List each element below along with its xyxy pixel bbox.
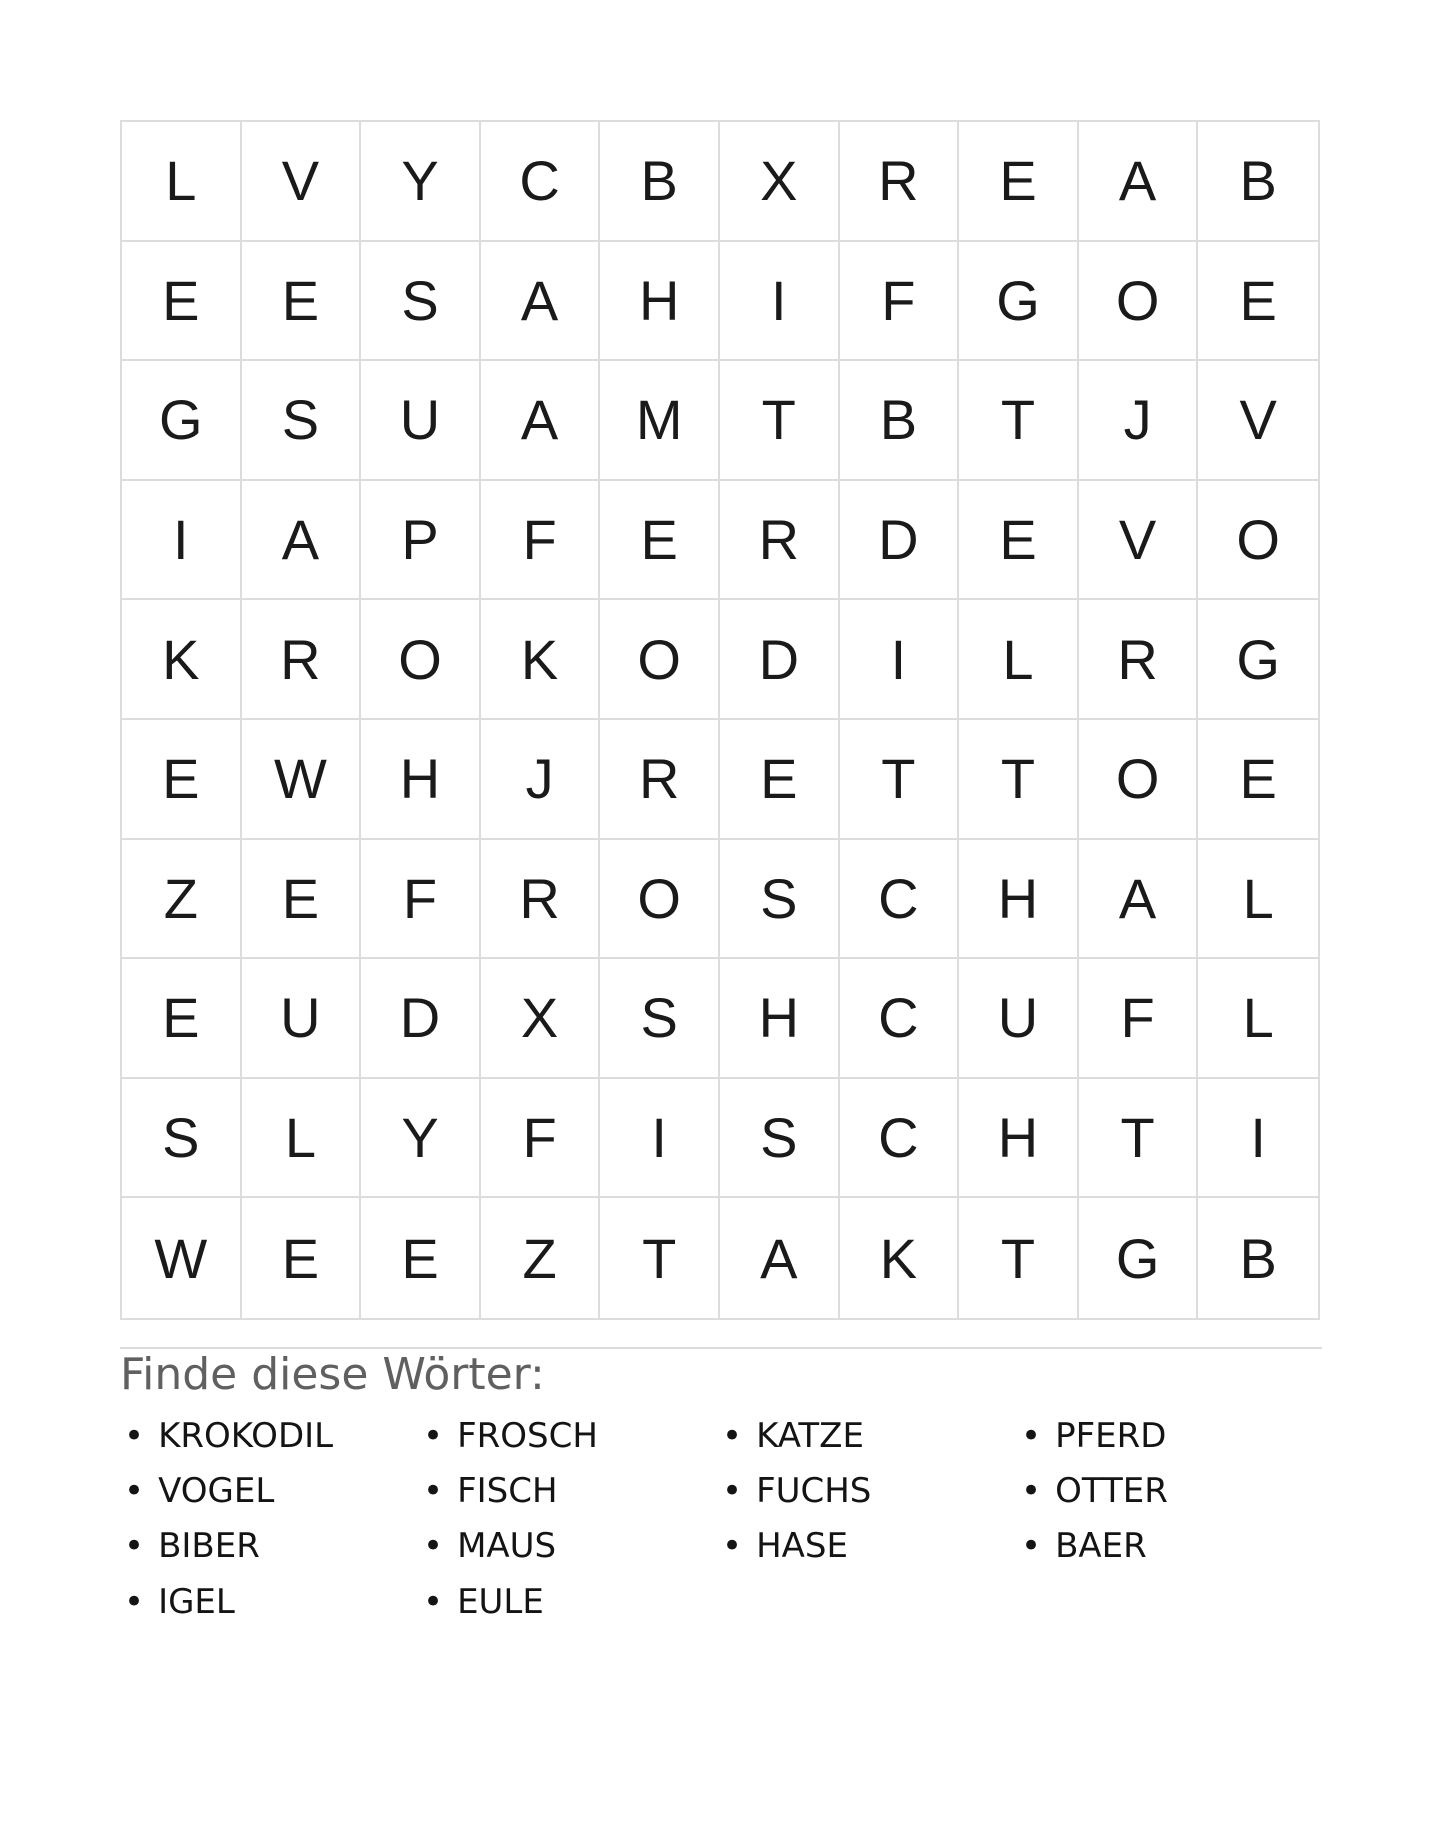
bullet-icon: • xyxy=(124,1526,145,1567)
grid-cell[interactable]: B xyxy=(600,122,720,242)
grid-cell[interactable]: X xyxy=(481,959,601,1079)
word-label: VOGEL xyxy=(158,1471,275,1512)
word-list-item xyxy=(722,1463,1021,1518)
grid-cell[interactable]: T xyxy=(959,1198,1079,1318)
grid-cell[interactable]: E xyxy=(242,840,362,960)
word-list xyxy=(124,1408,1320,1630)
grid-cell[interactable]: W xyxy=(242,720,362,840)
grid-cell[interactable]: E xyxy=(361,1198,481,1318)
word-label: IGEL xyxy=(158,1581,235,1622)
grid-cell[interactable]: F xyxy=(840,242,960,362)
bullet-icon: • xyxy=(1021,1471,1042,1512)
grid-cell[interactable]: H xyxy=(959,840,1079,960)
grid-cell[interactable]: A xyxy=(720,1198,840,1318)
grid-cell[interactable]: O xyxy=(361,600,481,720)
grid-cell[interactable]: Y xyxy=(361,122,481,242)
grid-cell[interactable]: G xyxy=(1198,600,1318,720)
grid-cell[interactable]: V xyxy=(1198,361,1318,481)
word-label: HASE xyxy=(756,1526,848,1567)
grid-cell[interactable]: C xyxy=(481,122,601,242)
grid-cell[interactable]: R xyxy=(481,840,601,960)
grid-cell[interactable]: H xyxy=(361,720,481,840)
grid-cell[interactable]: L xyxy=(122,122,242,242)
grid-cell[interactable]: L xyxy=(1198,959,1318,1079)
grid-cell[interactable]: I xyxy=(720,242,840,362)
grid-cell[interactable]: D xyxy=(840,481,960,601)
grid-cell[interactable]: E xyxy=(959,122,1079,242)
grid-cell[interactable]: I xyxy=(600,1079,720,1199)
word-label: PFERD xyxy=(1055,1415,1167,1456)
grid-cell[interactable]: S xyxy=(720,1079,840,1199)
grid-cell[interactable]: E xyxy=(242,1198,362,1318)
grid-cell[interactable]: S xyxy=(122,1079,242,1199)
grid-cell[interactable]: A xyxy=(1079,840,1199,960)
word-label: FISCH xyxy=(457,1471,558,1512)
bullet-icon: • xyxy=(1021,1415,1042,1456)
grid-cell[interactable]: E xyxy=(1198,720,1318,840)
grid-cell[interactable]: J xyxy=(1079,361,1199,481)
grid-cell[interactable]: T xyxy=(720,361,840,481)
bullet-icon: • xyxy=(124,1471,145,1512)
grid-cell[interactable]: H xyxy=(959,1079,1079,1199)
grid-cell[interactable]: E xyxy=(122,720,242,840)
grid-cell[interactable]: F xyxy=(481,1079,601,1199)
grid-cell[interactable]: R xyxy=(840,122,960,242)
grid-cell[interactable]: O xyxy=(1079,720,1199,840)
word-list-item xyxy=(423,1408,722,1463)
grid-cell[interactable]: Z xyxy=(481,1198,601,1318)
bullet-icon: • xyxy=(722,1526,743,1567)
word-label: EULE xyxy=(457,1581,544,1622)
grid-cell[interactable]: F xyxy=(1079,959,1199,1079)
grid-cell[interactable]: D xyxy=(361,959,481,1079)
word-list-item xyxy=(124,1519,423,1574)
grid-cell[interactable]: R xyxy=(242,600,362,720)
grid-cell[interactable]: B xyxy=(840,361,960,481)
grid-cell[interactable]: R xyxy=(720,481,840,601)
letter-grid xyxy=(120,120,1320,1320)
word-list-item xyxy=(423,1463,722,1518)
bullet-icon: • xyxy=(722,1415,743,1456)
word-label: MAUS xyxy=(457,1526,557,1567)
grid-cell[interactable]: R xyxy=(600,720,720,840)
word-list-title: Finde diese Wörter: xyxy=(120,1349,545,1400)
grid-cell[interactable]: G xyxy=(959,242,1079,362)
grid-cell[interactable]: L xyxy=(959,600,1079,720)
grid-cell[interactable]: E xyxy=(122,242,242,362)
grid-cell[interactable]: T xyxy=(1079,1079,1199,1199)
grid-cell[interactable]: O xyxy=(600,600,720,720)
grid-cell[interactable]: T xyxy=(840,720,960,840)
grid-cell[interactable]: Y xyxy=(361,1079,481,1199)
bullet-icon: • xyxy=(722,1471,743,1512)
grid-cell[interactable]: E xyxy=(959,481,1079,601)
word-list-item xyxy=(423,1519,722,1574)
grid-cell[interactable]: E xyxy=(720,720,840,840)
grid-cell[interactable]: U xyxy=(959,959,1079,1079)
grid-cell[interactable]: I xyxy=(840,600,960,720)
bullet-icon: • xyxy=(1021,1526,1042,1567)
grid-cell[interactable]: R xyxy=(1079,600,1199,720)
grid-cell[interactable]: H xyxy=(600,242,720,362)
bullet-icon: • xyxy=(423,1526,444,1567)
word-list-item xyxy=(1021,1463,1320,1518)
grid-cell[interactable]: Z xyxy=(122,840,242,960)
grid-cell[interactable]: A xyxy=(481,242,601,362)
grid-cell[interactable]: A xyxy=(242,481,362,601)
grid-cell[interactable]: K xyxy=(481,600,601,720)
word-list-item xyxy=(124,1463,423,1518)
word-list-item xyxy=(722,1519,1021,1574)
grid-cell[interactable]: S xyxy=(600,959,720,1079)
bullet-icon: • xyxy=(124,1415,145,1456)
grid-cell[interactable]: C xyxy=(840,1079,960,1199)
grid-cell[interactable]: U xyxy=(242,959,362,1079)
grid-cell[interactable]: I xyxy=(1198,1079,1318,1199)
bullet-icon: • xyxy=(423,1415,444,1456)
bullet-icon: • xyxy=(423,1581,444,1622)
grid-cell[interactable]: T xyxy=(959,720,1079,840)
grid-cell[interactable]: W xyxy=(122,1198,242,1318)
grid-cell[interactable]: L xyxy=(242,1079,362,1199)
word-list-item xyxy=(423,1574,722,1629)
grid-cell[interactable]: T xyxy=(959,361,1079,481)
word-list-item xyxy=(1021,1519,1320,1574)
grid-cell[interactable]: A xyxy=(1079,122,1199,242)
grid-cell[interactable]: V xyxy=(1079,481,1199,601)
grid-cell[interactable]: O xyxy=(600,840,720,960)
grid-cell[interactable]: P xyxy=(361,481,481,601)
grid-cell[interactable]: F xyxy=(481,481,601,601)
grid-cell[interactable]: F xyxy=(361,840,481,960)
grid-cell[interactable]: U xyxy=(361,361,481,481)
grid-cell[interactable]: B xyxy=(1198,122,1318,242)
word-list-item xyxy=(124,1408,423,1463)
grid-cell[interactable]: B xyxy=(1239,1226,1277,1290)
grid-cell[interactable]: V xyxy=(242,122,362,242)
grid-cell[interactable]: D xyxy=(720,600,840,720)
grid-cell[interactable]: H xyxy=(720,959,840,1079)
word-list-item xyxy=(722,1408,1021,1463)
word-list-item xyxy=(124,1574,423,1629)
word-label: KROKODIL xyxy=(158,1415,334,1456)
grid-cell[interactable]: A xyxy=(481,361,601,481)
grid-cell[interactable]: C xyxy=(840,959,960,1079)
grid-cell[interactable]: G xyxy=(122,361,242,481)
word-label: FUCHS xyxy=(756,1471,872,1512)
bullet-icon: • xyxy=(423,1471,444,1512)
word-label: KATZE xyxy=(756,1415,864,1456)
grid-cell[interactable]: K xyxy=(840,1198,960,1318)
word-label: BIBER xyxy=(158,1526,260,1567)
word-label: FROSCH xyxy=(457,1415,598,1456)
grid-cell[interactable]: E xyxy=(1198,242,1318,362)
grid-cell[interactable]: G xyxy=(1079,1198,1199,1318)
word-list-item xyxy=(1021,1408,1320,1463)
grid-cell[interactable]: E xyxy=(122,959,242,1079)
word-label: BAER xyxy=(1055,1526,1147,1567)
grid-cell[interactable]: T xyxy=(600,1198,720,1318)
grid-cell[interactable]: S xyxy=(720,840,840,960)
grid-cell[interactable]: M xyxy=(600,361,720,481)
grid-cell[interactable]: E xyxy=(242,242,362,362)
grid-cell[interactable]: C xyxy=(840,840,960,960)
grid-cell[interactable]: L xyxy=(1198,840,1318,960)
word-label: OTTER xyxy=(1055,1471,1168,1512)
grid-cell[interactable]: K xyxy=(122,600,242,720)
grid-cell[interactable]: O xyxy=(1198,481,1318,601)
grid-cell[interactable]: X xyxy=(720,122,840,242)
grid-cell[interactable]: I xyxy=(122,481,242,601)
grid-cell[interactable]: S xyxy=(242,361,362,481)
bullet-icon: • xyxy=(124,1581,145,1622)
grid-cell[interactable]: E xyxy=(600,481,720,601)
grid-cell[interactable]: O xyxy=(1079,242,1199,362)
grid-cell[interactable]: J xyxy=(481,720,601,840)
grid-cell[interactable]: S xyxy=(361,242,481,362)
